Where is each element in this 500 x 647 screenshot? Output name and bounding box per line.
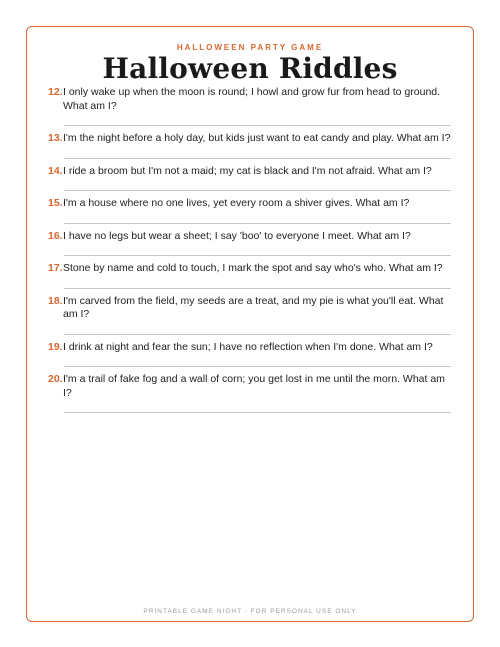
riddle-item: [48, 230, 453, 257]
riddle-item: [48, 295, 453, 335]
riddle-item: [48, 262, 453, 289]
riddle-text: I only wake up when the moon is round; I howl and grow fur from head to ground. What am I?: [63, 86, 441, 112]
riddle-text: I'm carved from the field, my seeds are a treat, and my pie is what you'll eat. What am I?: [63, 294, 444, 320]
page-title: Halloween Riddles: [102, 52, 398, 85]
riddle-item: [48, 165, 453, 192]
riddle-text: I drink at night and fear the sun; I have no reflection when I'm done. What am I?: [63, 340, 433, 353]
riddle-number: 14.: [48, 164, 63, 177]
riddle-number: 20.: [48, 373, 63, 385]
answer-line[interactable]: [64, 334, 451, 335]
riddle-item: [48, 132, 453, 159]
riddle-item: [48, 341, 453, 368]
riddle-number: 17.: [48, 262, 63, 274]
riddle-text: I'm the night before a holy day, but kids just want to eat candy and play. What am I?: [63, 132, 451, 144]
riddle-number: 12.: [48, 86, 63, 98]
answer-line[interactable]: [64, 158, 451, 159]
answer-line[interactable]: [64, 255, 451, 256]
answer-line[interactable]: [64, 412, 451, 413]
riddle-item: [48, 373, 453, 413]
riddle-text: Stone by name and cold to touch, I mark the spot and say who's who. What am I?: [63, 262, 443, 274]
answer-line[interactable]: [64, 125, 451, 126]
answer-line[interactable]: [64, 223, 451, 224]
riddle-text: I have no legs but wear a sheet; I say 'boo' to everyone I meet. What am I?: [63, 229, 411, 242]
riddle-number: 15.: [48, 197, 63, 209]
riddle-number: 19.: [48, 340, 63, 353]
riddle-number: 13.: [48, 132, 63, 144]
answer-line[interactable]: [64, 190, 451, 191]
riddle-list: [48, 86, 453, 419]
riddle-item: [48, 197, 453, 224]
riddle-number: 16.: [48, 229, 63, 242]
page-kicker: HALLOWEEN PARTY GAME: [176, 43, 324, 52]
riddle-text: I ride a broom but I'm not a maid; my cat is black and I'm not afraid. What am I?: [63, 164, 432, 177]
answer-line[interactable]: [64, 366, 451, 367]
answer-line[interactable]: [64, 288, 451, 289]
riddle-number: 18.: [48, 294, 63, 307]
riddle-item: [48, 86, 453, 126]
page-footer: PRINTABLE GAME NIGHT · FOR PERSONAL USE ONLY: [143, 608, 357, 615]
riddle-text: I'm a trail of fake fog and a wall of corn; you get lost in me until the morn. What am I?: [63, 373, 445, 399]
riddle-text: I'm a house where no one lives, yet every room a shiver gives. What am I?: [63, 197, 410, 209]
